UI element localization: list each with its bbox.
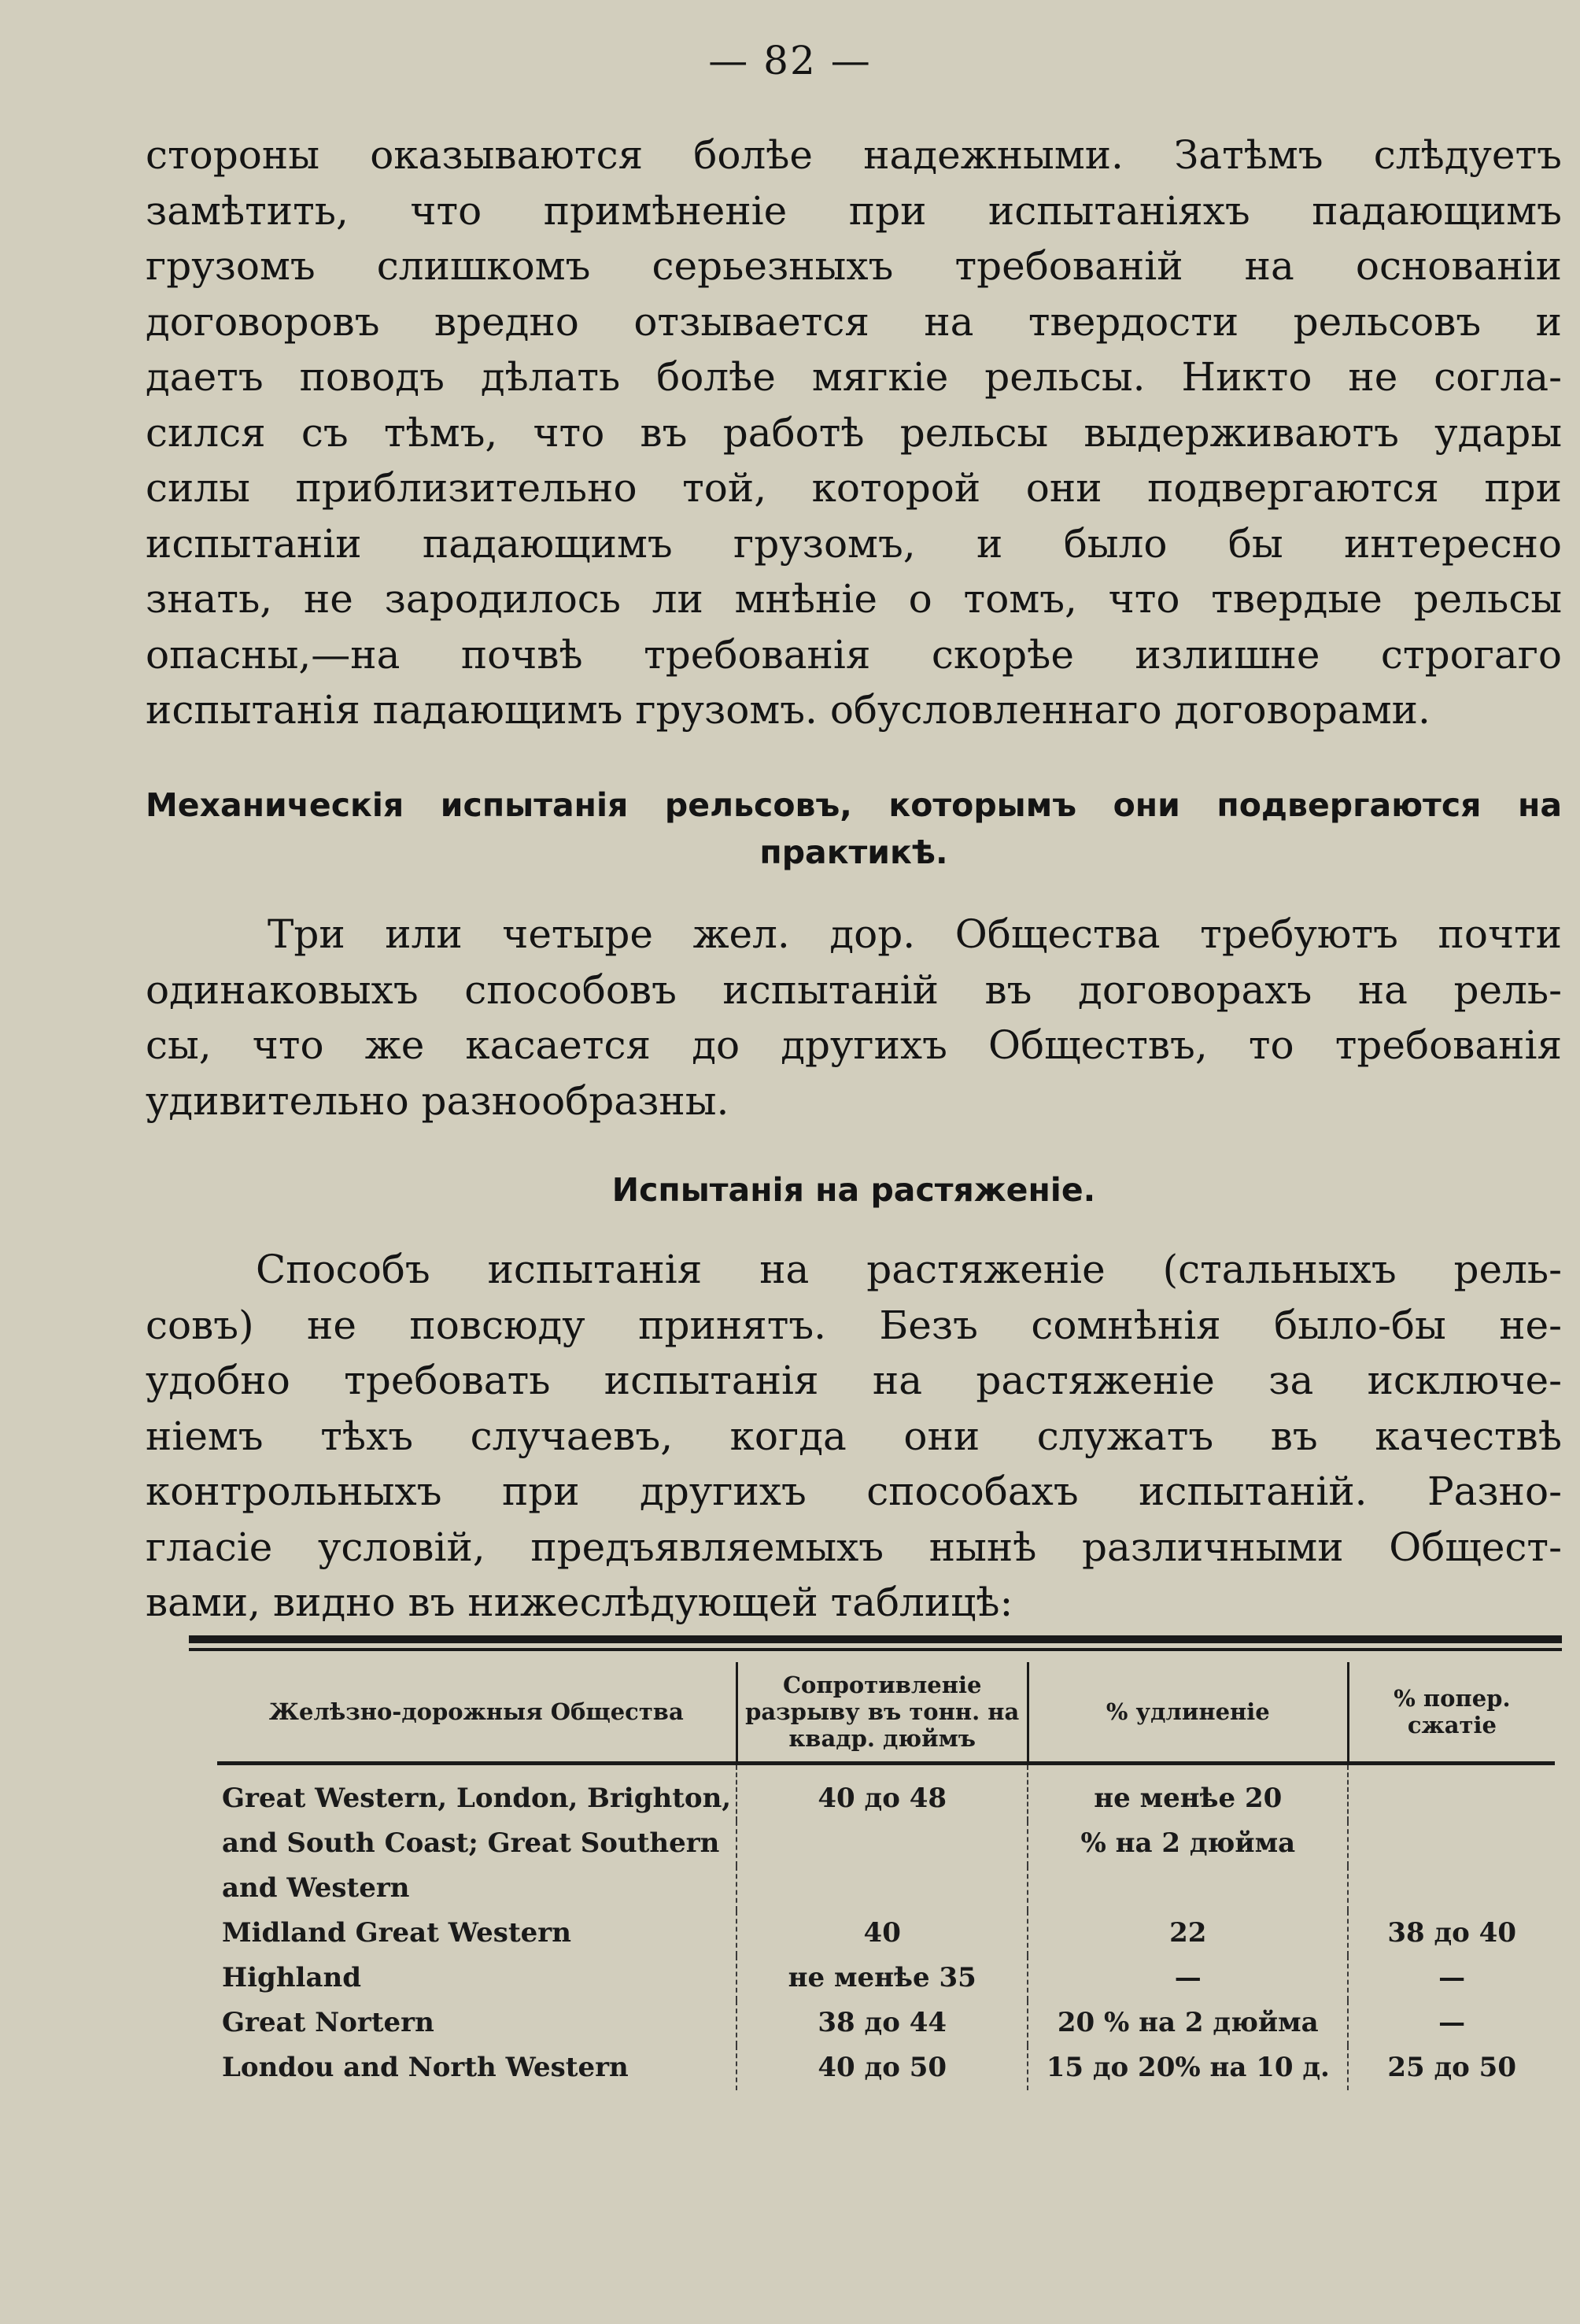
table-header-row	[217, 1662, 1555, 1764]
paragraph-line: стороны оказываются болѣе надежными. Затѣмъ слѣдуетъ	[146, 132, 1562, 178]
cell-strength: 40 до 48	[736, 1764, 1028, 1822]
paragraph-line: опасны,—на почвѣ требованія скорѣе излишне строгаго	[146, 631, 1562, 678]
table-row	[217, 2001, 1555, 2045]
paragraph-line: одинаковыхъ способовъ испытаній въ договорахъ на рель-	[146, 966, 1562, 1013]
paragraph-1	[146, 127, 1562, 738]
cell-society: Great Nortern	[222, 2007, 434, 2038]
cell-elongation: 22	[1028, 1911, 1348, 1956]
cell-contraction	[1348, 1866, 1555, 1911]
paragraph-line: силы приблизительно той, которой они подвергаются при	[146, 465, 1562, 511]
cell-contraction: —	[1348, 1956, 1555, 2001]
data-table	[217, 1662, 1555, 2090]
cell-society: and South Coast; Great Southern	[222, 1827, 720, 1859]
cell-contraction: 25 до 50	[1348, 2045, 1555, 2090]
paragraph-line: контрольныхъ при другихъ способахъ испытаній. Разно-	[146, 1469, 1562, 1514]
cell-society: Midland Great Western	[222, 1917, 571, 1949]
cell-elongation: 15 до 20% на 10 д.	[1028, 2045, 1348, 2090]
cell-contraction: —	[1348, 2001, 1555, 2045]
cell-contraction	[1348, 1764, 1555, 1822]
paragraph-line: договоровъ вредно отзывается на твердости рельсовъ и	[146, 298, 1562, 345]
table-row	[217, 1911, 1555, 1956]
paragraph-line: удобно требовать испытанія на растяженіе за исключе-	[146, 1358, 1562, 1403]
heading-line: Механическія испытанія рельсовъ, которымъ они подвергаются на	[146, 786, 1562, 824]
paragraph-line: Три или четыре жел. дор. Общества требуютъ почти	[268, 911, 1562, 957]
cell-strength	[736, 1821, 1028, 1866]
paragraph-line: вами, видно въ нижеслѣдующей таблицѣ:	[146, 1580, 1013, 1625]
cell-strength: 40	[736, 1911, 1028, 1956]
paragraph-3	[146, 1242, 1562, 1631]
paragraph-2	[146, 907, 1562, 1129]
cell-elongation: 20 % на 2 дюйма	[1028, 2001, 1348, 2045]
column-header-contraction: % попер. сжатіе	[1348, 1662, 1555, 1764]
cell-society: Great Western, London, Brighton,	[222, 1783, 732, 1814]
table-row	[217, 1821, 1555, 1866]
cell-contraction: 38 до 40	[1348, 1911, 1555, 1956]
cell-society: Londou and North Western	[222, 2052, 629, 2083]
section-heading-mechanical-tests	[146, 781, 1562, 876]
table-row	[217, 1866, 1555, 1911]
cell-elongation: —	[1028, 1956, 1348, 2001]
cell-elongation: не менѣе 20	[1028, 1764, 1348, 1822]
heading-line: практикѣ.	[759, 833, 948, 871]
page-number: — 82 —	[708, 38, 872, 83]
paragraph-line: сился съ тѣмъ, что въ работѣ рельсы выдерживаютъ удары	[146, 409, 1562, 456]
table-row	[217, 1764, 1555, 1822]
table-top-rule-thin	[189, 1648, 1562, 1651]
table-top-rule	[189, 1635, 1562, 1643]
paragraph-line: испытаніи падающимъ грузомъ, и было бы интересно	[146, 520, 1562, 567]
cell-strength: 38 до 44	[736, 2001, 1028, 2045]
cell-strength: 40 до 50	[736, 2045, 1028, 2090]
paragraph-line: удивительно разнообразны.	[146, 1077, 729, 1124]
paragraph-line: Способъ испытанія на растяженіе (стальныхъ рель-	[256, 1247, 1562, 1292]
column-header-tensile-strength: Сопротивленіе разрыву въ тонн. на квадр. дюймъ	[736, 1662, 1028, 1764]
cell-society: and Western	[222, 1872, 410, 1904]
paragraph-line: ніемъ тѣхъ случаевъ, когда они служатъ въ качествѣ	[146, 1413, 1562, 1459]
paragraph-line: совъ) не повсюду принятъ. Безъ сомнѣнія было-бы не-	[146, 1302, 1562, 1348]
paragraph-line: испытанія падающимъ грузомъ. обусловленнаго договорами.	[146, 687, 1430, 733]
table-row	[217, 2045, 1555, 2090]
paragraph-line: гласіе условій, предъявляемыхъ нынѣ различными Общест-	[146, 1524, 1562, 1570]
paragraph-line: замѣтить, что примѣненіе при испытаніяхъ падающимъ	[146, 187, 1562, 234]
paragraph-line: грузомъ слишкомъ серьезныхъ требованій на основаніи	[146, 243, 1562, 289]
paragraph-line: знать, не зародилось ли мнѣніе о томъ, что твердые рельсы	[146, 576, 1562, 622]
column-header-elongation: % удлиненіе	[1028, 1662, 1348, 1764]
column-header-societies: Желѣзно-дорожныя Общества	[268, 1698, 684, 1725]
cell-strength	[736, 1866, 1028, 1911]
section-heading-tension-tests: Испытанія на растяженіе.	[611, 1171, 1096, 1209]
cell-elongation	[1028, 1866, 1348, 1911]
cell-society: Highland	[222, 1962, 361, 1993]
paragraph-line: даетъ поводъ дѣлать болѣе мягкіе рельсы. Никто не согла-	[146, 354, 1562, 400]
paragraph-line: сы, что же касается до другихъ Обществъ, то требованія	[146, 1022, 1562, 1068]
cell-contraction	[1348, 1821, 1555, 1866]
table-row	[217, 1956, 1555, 2001]
cell-elongation: % на 2 дюйма	[1028, 1821, 1348, 1866]
cell-strength: не менѣе 35	[736, 1956, 1028, 2001]
